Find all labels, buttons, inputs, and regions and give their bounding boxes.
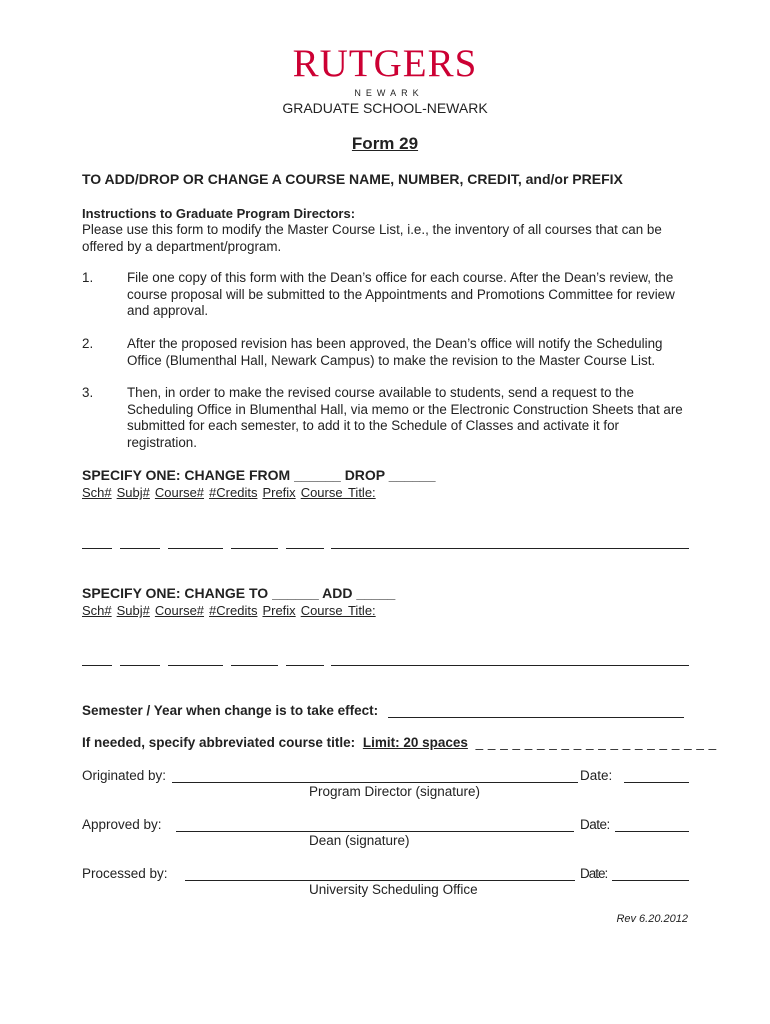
step-text-2: After the proposed revision has been approved, the Dean’s office will notify the Scheduling Office (Blumenthal Hall, Newark Campus) to make the revision to the Master Course List. [127, 336, 663, 368]
originated-label: Originated by: [82, 768, 167, 783]
step-number-3: 3. [82, 385, 94, 400]
field-subj-to[interactable] [120, 665, 160, 666]
school-name: GRADUATE SCHOOL-NEWARK [282, 100, 488, 116]
col-sch: Sch# [82, 603, 112, 618]
processed-date-field[interactable] [612, 880, 689, 881]
col-credits: #Credits [209, 485, 258, 500]
instructions-intro: Please use this form to modify the Master Course List, i.e., the inventory of all courses that can be offered by a department/program. [82, 222, 662, 254]
field-prefix-from[interactable] [286, 548, 324, 549]
abbrev-field[interactable]: _ _ _ _ _ _ _ _ _ _ _ _ _ _ _ _ _ _ _ _ [475, 735, 717, 750]
instructions-title: Instructions to Graduate Program Directors: [82, 206, 356, 221]
field-course-from[interactable] [168, 548, 223, 549]
field-credits-to[interactable] [231, 665, 278, 666]
specify-change-from: SPECIFY ONE: CHANGE FROM ______ DROP ______ [82, 467, 436, 483]
field-sch-to[interactable] [82, 665, 112, 666]
approved-date-label: Date: [580, 817, 610, 832]
field-title-to[interactable] [331, 665, 689, 666]
field-prefix-to[interactable] [286, 665, 324, 666]
approved-signature-field[interactable] [176, 831, 574, 832]
processed-date-label: Date: [580, 866, 608, 881]
step-text-3: Then, in order to make the revised course available to students, send a request to the Scheduling Office in Blumenthal Hall, via memo or the Electronic Construction Sheets that are submitted for each semester, to add it to the Schedule of Classes and activate it for registration. [127, 385, 683, 450]
field-title-from[interactable] [331, 548, 689, 549]
originated-date-field[interactable] [624, 782, 689, 783]
semester-label: Semester / Year when change is to take effect: [82, 703, 379, 718]
step-text-1: File one copy of this form with the Dean’s office for each course. After the Dean’s review, the course proposal will be submitted to the Appointments and Promotions Committee for review and approval. [127, 270, 675, 318]
col-title: Course Title: [300, 603, 376, 618]
form-title: Form 29 [351, 134, 419, 153]
specify-change-to: SPECIFY ONE: CHANGE TO ______ ADD _____ [82, 585, 396, 601]
field-subj-from[interactable] [120, 548, 160, 549]
semester-field[interactable] [388, 717, 684, 718]
originated-date-label: Date: [580, 768, 613, 783]
revision-note: Rev 6.20.2012 [616, 913, 688, 925]
col-sch: Sch# [82, 485, 112, 500]
col-course: Course# [154, 485, 205, 500]
processed-label: Processed by: [82, 866, 168, 881]
processed-signature-field[interactable] [185, 880, 575, 881]
col-subj: Subj# [116, 485, 150, 500]
step-number-2: 2. [82, 336, 94, 351]
abbrev-row [82, 735, 717, 750]
course-columns-from [82, 485, 381, 500]
abbrev-limit: Limit: 20 spaces [362, 735, 468, 750]
rutgers-logo: RUTGERS [292, 42, 478, 85]
field-credits-from[interactable] [231, 548, 278, 549]
scheduling-office-caption: University Scheduling Office [309, 882, 478, 897]
originated-signature-field[interactable] [172, 782, 578, 783]
logo-campus: NEWARK [354, 88, 424, 98]
col-prefix: Prefix [262, 485, 296, 500]
col-subj: Subj# [116, 603, 150, 618]
field-sch-from[interactable] [82, 548, 112, 549]
course-columns-to [82, 603, 381, 618]
field-course-to[interactable] [168, 665, 223, 666]
program-director-caption: Program Director (signature) [309, 784, 481, 799]
step-number-1: 1. [82, 270, 94, 285]
col-prefix: Prefix [262, 603, 296, 618]
form-heading: TO ADD/DROP OR CHANGE A COURSE NAME, NUMBER, CREDIT, and/or PREFIX [82, 171, 623, 187]
approved-label: Approved by: [82, 817, 162, 832]
col-credits: #Credits [209, 603, 258, 618]
abbrev-label: If needed, specify abbreviated course title: [82, 735, 356, 750]
approved-date-field[interactable] [615, 831, 689, 832]
col-title: Course Title: [300, 485, 376, 500]
col-course: Course# [154, 603, 205, 618]
dean-caption: Dean (signature) [309, 833, 410, 848]
